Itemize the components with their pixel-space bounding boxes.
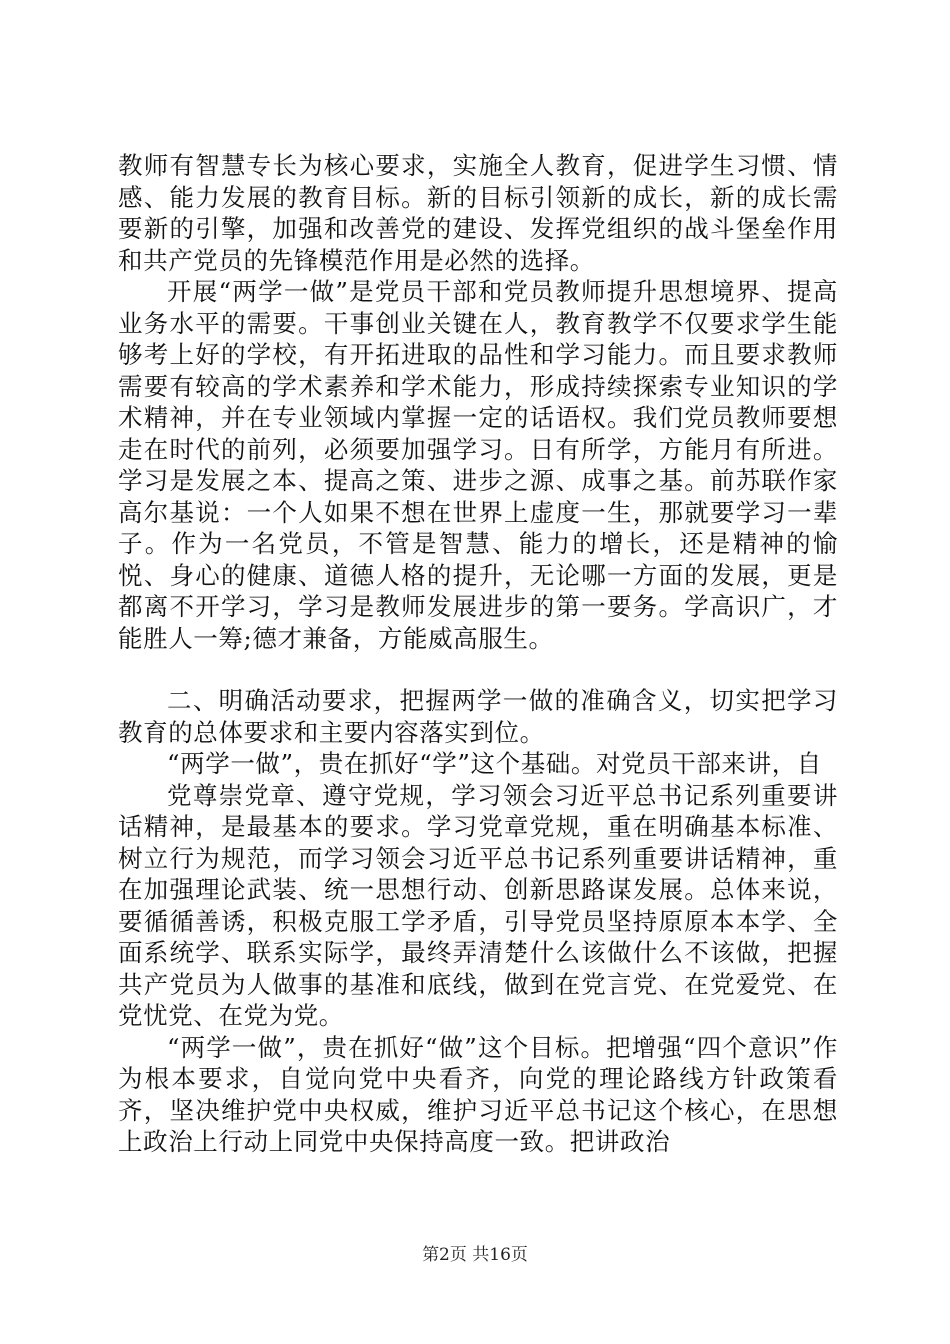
paragraph-gap [118,654,838,685]
paragraph-education-goal: 教师有智慧专长为核心要求，实施全人教育，促进学生习惯、情感、能力发展的教育目标。新的目标引领新的成长，新的成长需要新的引擎，加强和改善党的建设、发挥党组织的战斗堡垒作用和共产党员的先锋模范作用是必然的选择。 [118,151,838,275]
paragraph-party-rules: 党尊崇党章、遵守党规，学习领会习近平总书记系列重要讲话精神，是最基本的要求。学习党章党规，重在明确基本标准、树立行为规范，而学习领会习近平总书记系列重要讲话精神，重在加强理论武装、统一思想行动、创新思路谋发展。总体来说，要循循善诱，积极克服工学矛盾，引导党员坚持原原本本学、全面系统学、联系实际学，最终弄清楚什么该做什么不该做，把握共产党员为人做事的基准和底线，做到在党言党、在党爱党、在党忧党、在党为党。 [118,780,838,1030]
paragraph-study-foundation: “两学一做”，贵在抓好“学”这个基础。对党员干部来讲，自 [167,749,822,778]
paragraph-do-goal: “两学一做”，贵在抓好“做”这个目标。把增强“四个意识”作为根本要求，自觉向党中央看齐，向党的理论路线方针政策看齐，坚决维护党中央权威，维护习近平总书记这个核心，在思想上政治上行动上同党中央保持高度一致。把讲政治 [118,1032,838,1156]
document-body [118,150,838,1158]
section-heading-two: 二、明确活动要求，把握两学一做的准确含义，切实把学习教育的总体要求和主要内容落实到位。 [118,686,838,747]
paragraph-two-studies-need: 开展“两学一做”是党员干部和党员教师提升思想境界、提高业务水平的需要。干事创业关键在人，教育教学不仅要求学生能够考上好的学校，有开拓进取的品性和学习能力。而且要求教师需要有较高的学术素养和学术能力，形成持续探索专业知识的学术精神，并在专业领域内掌握一定的话语权。我们党员教师要想走在时代的前列，必须要加强学习。日有所学，方能月有所进。学习是发展之本、提高之策、进步之源、成事之基。前苏联作家高尔基说：一个人如果不想在世界上虚度一生，那就要学习一辈子。作为一名党员，不管是智慧、能力的增长，还是精神的愉悦、身心的健康、道德人格的提升，无论哪一方面的发展，更是都离不开学习，学习是教师发展进步的第一要务。学高识广，才能胜人一筹;德才兼备，方能威高服生。 [118,277,838,653]
page-number-footer: 第2页 共16页 [422,1245,528,1265]
